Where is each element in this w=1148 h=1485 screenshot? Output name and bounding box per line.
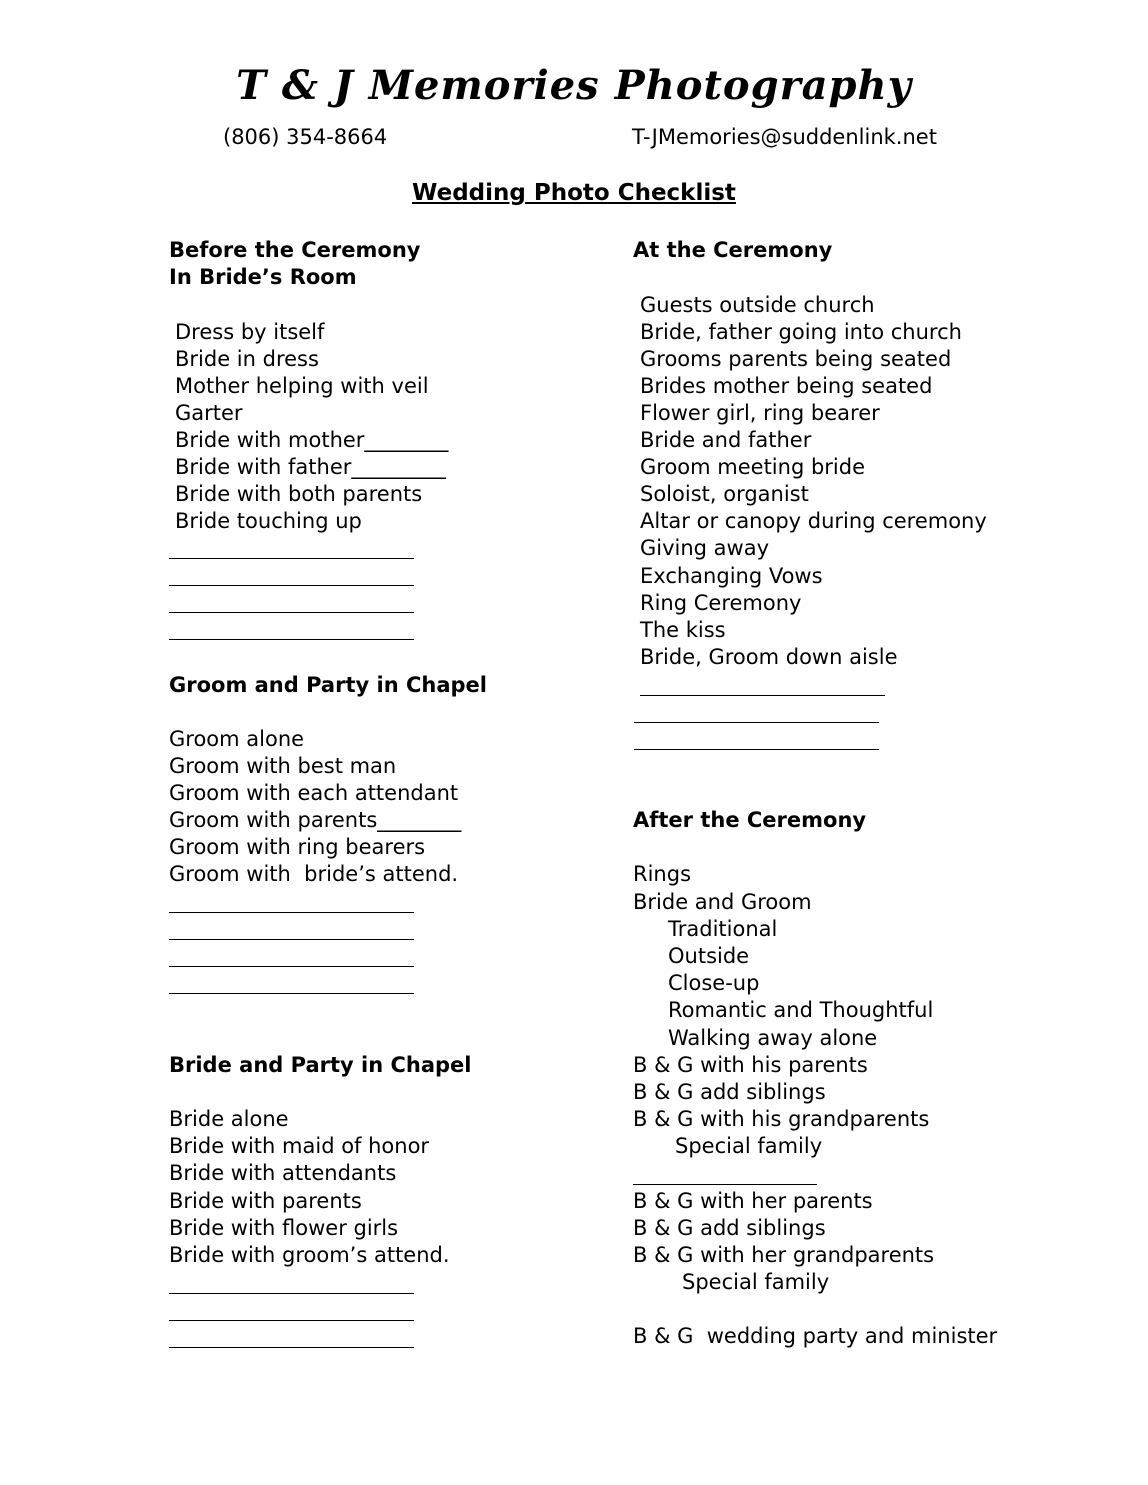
list-item: Bride with maid of honor <box>169 1134 430 1158</box>
ceremony-heading: At the Ceremony <box>633 238 833 262</box>
list-item: Bride with parents <box>169 1189 362 1213</box>
after-ceremony-heading: After the Ceremony <box>633 808 867 832</box>
list-subitem: Outside <box>668 944 750 968</box>
list-item: Bride with attendants <box>169 1161 397 1185</box>
list-item: Bride, father going into church <box>640 320 962 344</box>
list-item: Bride, Groom down aisle <box>640 645 898 669</box>
list-subitem: Special family <box>675 1134 823 1158</box>
list-item: B & G with her parents <box>633 1189 873 1213</box>
phone-number: (806) 354-8664 <box>223 125 388 149</box>
list-item: Giving away <box>640 536 770 560</box>
blank-line[interactable] <box>169 1325 414 1348</box>
list-item: Garter <box>175 401 243 425</box>
list-item: Bride with both parents <box>175 482 423 506</box>
list-item: B & G add siblings <box>633 1216 826 1240</box>
before-ceremony-heading: Before the Ceremony <box>169 238 421 262</box>
list-item: Bride alone <box>169 1107 289 1131</box>
list-item: Mother helping with veil <box>175 374 429 398</box>
list-subitem: Traditional <box>668 917 778 941</box>
blank-line[interactable] <box>633 1162 817 1185</box>
blank-line[interactable] <box>169 1271 414 1294</box>
company-logo: T & J Memories Photography <box>236 62 912 109</box>
list-item: Ring Ceremony <box>640 591 802 615</box>
list-item: Bride with father_________ <box>175 455 446 479</box>
list-item: B & G with her grandparents <box>633 1243 935 1267</box>
blank-line[interactable] <box>169 890 414 913</box>
list-item: B & G wedding party and minister <box>633 1324 998 1348</box>
blank-line[interactable] <box>169 590 414 613</box>
list-item: Groom with best man <box>169 754 397 778</box>
blank-line[interactable] <box>169 971 414 994</box>
list-item: Bride with groom’s attend. <box>169 1243 450 1267</box>
email-address: T-JMemories@suddenlink.net <box>632 125 937 149</box>
list-item: Guests outside church <box>640 293 875 317</box>
list-item: Flower girl, ring bearer <box>640 401 880 425</box>
page-title: Wedding Photo Checklist <box>412 180 736 206</box>
blank-line[interactable] <box>169 536 414 559</box>
list-item: Groom alone <box>169 727 305 751</box>
list-subitem: Special family <box>682 1270 830 1294</box>
blank-line[interactable] <box>169 617 414 640</box>
list-item: Groom with ring bearers <box>169 835 426 859</box>
list-item: Altar or canopy during ceremony <box>640 509 987 533</box>
blank-line[interactable] <box>169 944 414 967</box>
list-subitem: Close-up <box>668 971 760 995</box>
brides-room-heading: In Bride’s Room <box>169 265 357 289</box>
groom-party-heading: Groom and Party in Chapel <box>169 673 487 697</box>
list-item: Groom meeting bride <box>640 455 866 479</box>
list-subitem: Walking away alone <box>668 1026 878 1050</box>
list-item: Groom with bride’s attend. <box>169 862 459 886</box>
list-item: B & G with his parents <box>633 1053 868 1077</box>
blank-line[interactable] <box>640 673 885 696</box>
list-item: Bride and father <box>640 428 812 452</box>
list-item: Grooms parents being seated <box>640 347 952 371</box>
list-item: Bride with mother________ <box>175 428 449 452</box>
blank-line[interactable] <box>169 917 414 940</box>
blank-line[interactable] <box>634 700 879 723</box>
bride-party-heading: Bride and Party in Chapel <box>169 1053 472 1077</box>
blank-line[interactable] <box>634 727 879 750</box>
list-item: Bride touching up <box>175 509 362 533</box>
list-item: Bride in dress <box>175 347 319 371</box>
blank-line[interactable] <box>169 563 414 586</box>
list-item: Brides mother being seated <box>640 374 933 398</box>
list-subitem: Romantic and Thoughtful <box>668 998 934 1022</box>
blank-line[interactable] <box>169 1298 414 1321</box>
list-item: Bride with flower girls <box>169 1216 399 1240</box>
list-item: B & G with his grandparents <box>633 1107 930 1131</box>
list-item: Soloist, organist <box>640 482 809 506</box>
list-item: B & G add siblings <box>633 1080 826 1104</box>
list-item: Bride and Groom <box>633 890 812 914</box>
list-item: Dress by itself <box>175 320 325 344</box>
list-item: The kiss <box>640 618 726 642</box>
list-item: Groom with parents________ <box>169 808 462 832</box>
list-item: Rings <box>633 862 692 886</box>
list-item: Exchanging Vows <box>640 564 823 588</box>
list-item: Groom with each attendant <box>169 781 459 805</box>
